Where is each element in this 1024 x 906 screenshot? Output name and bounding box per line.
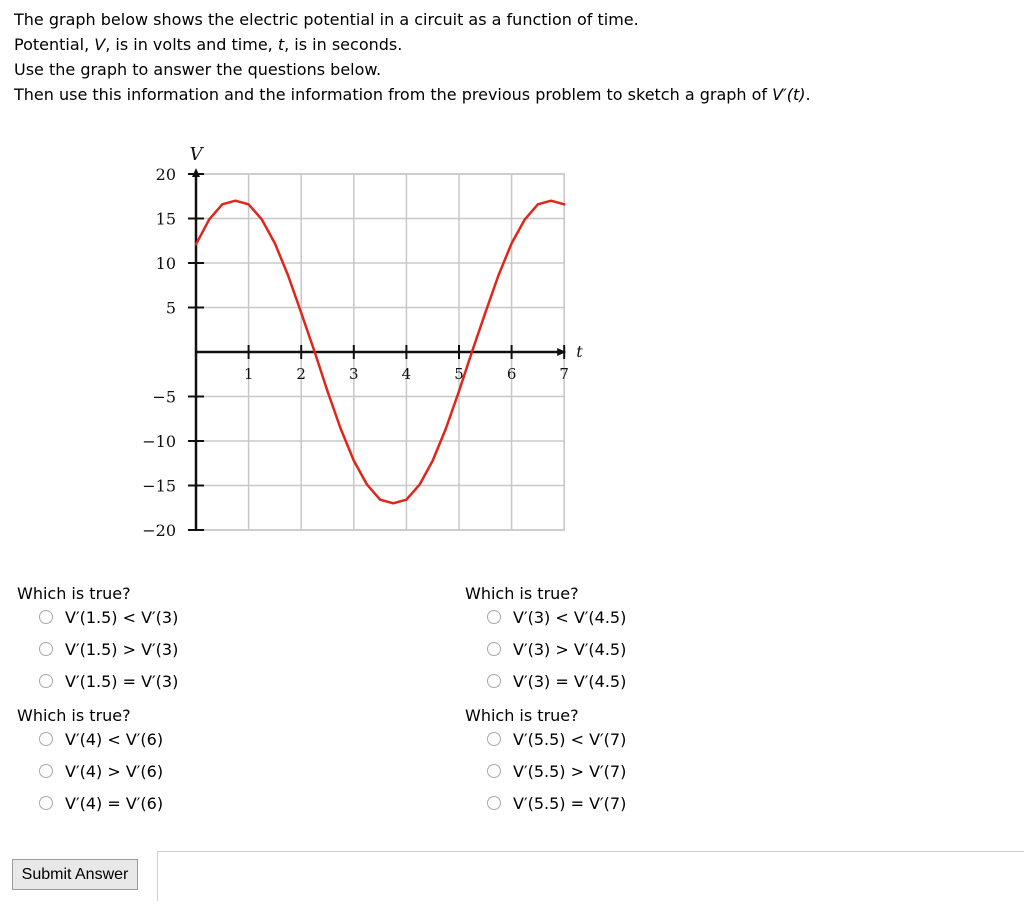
intro-text: , is in volts and time,	[105, 35, 278, 54]
answer-feedback-area	[157, 851, 1024, 901]
option-label: V′(4) = V′(6)	[65, 794, 164, 813]
x-axis-label: t	[576, 342, 583, 361]
radio-button[interactable]	[487, 764, 501, 778]
y-tick-label: 10	[155, 254, 176, 273]
question-1	[17, 583, 178, 701]
y-tick-label: 5	[165, 298, 176, 318]
option-label: V′(3) = V′(4.5)	[513, 672, 627, 691]
option-label: V′(3) < V′(4.5)	[513, 608, 627, 627]
radio-button[interactable]	[39, 732, 53, 746]
question-3	[17, 705, 163, 823]
option-label: V′(1.5) > V′(3)	[65, 640, 179, 659]
intro-text: , is in seconds.	[284, 35, 403, 54]
option-label: V′(1.5) = V′(3)	[65, 672, 179, 691]
radio-button[interactable]	[39, 796, 53, 810]
intro-text: Then use this information and the information from the previous problem to sketch a graph of	[14, 85, 773, 104]
radio-button[interactable]	[39, 764, 53, 778]
radio-button[interactable]	[487, 674, 501, 688]
variable-v: V	[94, 35, 106, 54]
y-axis-label: V	[189, 144, 203, 165]
potential-graph	[0, 0, 620, 560]
submit-answer-button[interactable]: Submit Answer	[12, 859, 138, 890]
y-tick-label: −10	[142, 432, 176, 451]
option-label: V′(4) > V′(6)	[65, 762, 164, 781]
intro-text: Potential,	[14, 35, 95, 54]
y-tick-label: −5	[152, 387, 176, 407]
option-label: V′(5.5) > V′(7)	[513, 762, 627, 781]
x-tick-label: 1	[243, 365, 254, 383]
x-tick-label: 3	[349, 365, 359, 383]
option-label: V′(4) < V′(6)	[65, 730, 164, 749]
x-tick-label: 4	[401, 365, 412, 383]
radio-button[interactable]	[39, 674, 53, 688]
option-label: V′(1.5) < V′(3)	[65, 608, 179, 627]
radio-button[interactable]	[487, 642, 501, 656]
option-row[interactable]	[465, 605, 626, 637]
question-4	[465, 705, 626, 823]
question-prompt: Which is true?	[465, 584, 579, 603]
option-row[interactable]	[465, 727, 626, 759]
radio-button[interactable]	[487, 796, 501, 810]
option-row[interactable]	[465, 759, 626, 791]
x-tick-label: 6	[506, 365, 517, 383]
option-label: V′(5.5) = V′(7)	[513, 794, 627, 813]
y-tick-label: −20	[142, 521, 176, 540]
variable-t: t	[277, 35, 285, 54]
x-tick-label: 5	[454, 365, 464, 383]
intro-text: .	[805, 85, 811, 104]
option-row[interactable]	[17, 669, 178, 701]
option-row[interactable]	[465, 791, 626, 823]
x-tick-label: 2	[296, 365, 306, 383]
question-2	[465, 583, 626, 701]
y-tick-label: 20	[155, 165, 176, 184]
option-row[interactable]	[17, 727, 163, 759]
question-prompt: Which is true?	[17, 584, 131, 603]
y-axis-arrow	[192, 168, 200, 177]
option-row[interactable]	[17, 605, 178, 637]
derivative-notation: V′(t)	[772, 85, 806, 104]
option-label: V′(5.5) < V′(7)	[513, 730, 627, 749]
x-tick-label: 7	[559, 365, 569, 383]
y-tick-label: 15	[155, 209, 176, 229]
intro-line-1: The graph below shows the electric potential in a circuit as a function of time.	[14, 10, 639, 29]
option-label: V′(3) > V′(4.5)	[513, 640, 627, 659]
y-tick-label: −15	[142, 476, 176, 496]
option-row[interactable]	[465, 669, 626, 701]
option-row[interactable]	[17, 637, 178, 669]
option-row[interactable]	[17, 759, 163, 791]
question-prompt: Which is true?	[17, 706, 131, 725]
radio-button[interactable]	[487, 610, 501, 624]
option-row[interactable]	[17, 791, 163, 823]
radio-button[interactable]	[39, 642, 53, 656]
radio-button[interactable]	[487, 732, 501, 746]
question-prompt: Which is true?	[465, 706, 579, 725]
option-row[interactable]	[465, 637, 626, 669]
intro-line-3: Use the graph to answer the questions below.	[14, 60, 382, 79]
radio-button[interactable]	[39, 610, 53, 624]
